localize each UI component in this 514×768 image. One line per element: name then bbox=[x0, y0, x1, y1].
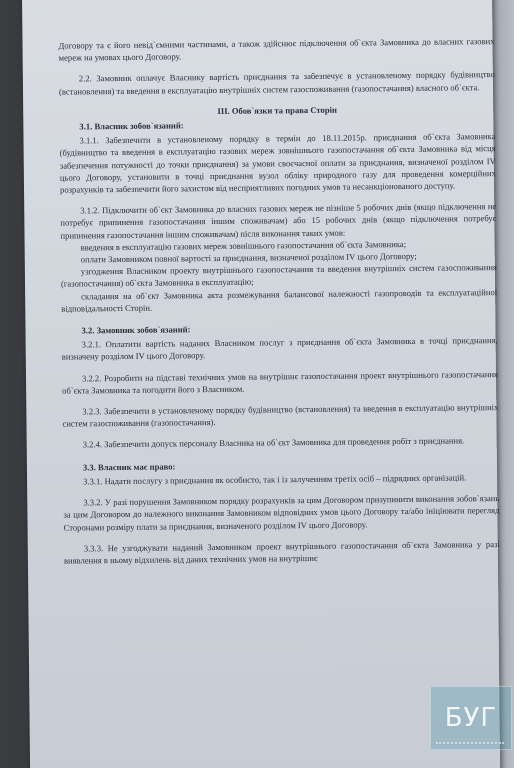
document-sheet bbox=[22, 0, 500, 768]
document-text bbox=[58, 35, 500, 576]
clause-3-1-1: 3.1.1. Забезпечити в установленому порядку в термін до 18.11.2015р. приєднання об`єкта Замовника (будівництво та введення в експлуатацію газових мереж зовнішнього газопостачання об`єкта Замовника від місця забезпечення потужності до точки приєднання) за умови своєчасної оплати за приєднання, визначеної розділом IV цього Договору, установити в точці приєднання вузол обліку природного газу для проведення комерційних розрахунків та забезпечити його захистом від несприятливих погодних умов та несанкціонованого доступу. bbox=[59, 131, 496, 195]
clause-3-1-2: 3.1.2. Підключити об`єкт Замовника до власних газових мереж не пізніше 5 робочих днів (якщо підключення не потребує припинення газопостачання іншим споживачам) або 15 робочих днів (якщо підключення потребує припинення газопостачання іншим споживачам) після виконання таких умов: bbox=[60, 201, 497, 241]
clause-3-1-2-list bbox=[61, 237, 498, 315]
list-item: узгодження Власником проекту внутрішнього газопостачання та введення внутрішніх систем газоспоживання (газопостачання) об`єкта Замовника в експлуатацію; bbox=[60, 262, 497, 290]
subsection-3-2-title: 3.2. Замовник зобов`язаний: bbox=[81, 324, 191, 336]
list-item: введення в експлуатацію газових мереж зовнішнього газопостачання об`єкта Замовника; bbox=[80, 238, 407, 253]
watermark-text: БУГ bbox=[444, 703, 498, 733]
subsection-3-1-title: 3.1. Власник зобов`язаний: bbox=[79, 120, 184, 132]
clause-3-3-1: 3.3.1. Надати послугу з приєднання як особисто, так і із залученням третіх осіб – підрядних організацій. bbox=[83, 472, 467, 487]
list-item: складання на об`єкт Замовника акта розмежування балансової належності газопроводів та експлуатаційної відповідальності Сторін. bbox=[61, 286, 498, 314]
clause-3-3-3: 3.3.3. Не узгоджувати наданий Замовником проект внутрішнього газопостачання об`єкта Замовника у разі виявлення в ньому відхилень від даних технічних умов на внутрішнє bbox=[63, 538, 500, 566]
paragraph-2-2: 2.2. Замовник оплачує Власнику вартість приєднання та забезпечує в установленому порядку будівництво (встановлення) та введення в експлуатацію внутрішніх систем газоспоживання (газопостачання) власного об`єкта. bbox=[58, 69, 495, 97]
section-3-title: ІІІ. Обов`язки та права Сторін bbox=[217, 104, 337, 116]
clause-3-3-2: 3.3.2. У разі порушення Замовником порядку розрахунків за цим Договором призупинити виконання зобов`язань за цим Договором до належного виконання Замовником відповідних умов цього Договору та/або ініціювати перегляд Сторонами розміру плати за приєднання, визначеного розділом IV цього Договору. bbox=[63, 493, 500, 533]
clause-3-2-1: 3.2.1. Оплатити вартість наданих Власником послуг з приєднання об`єкта Замовника в точці приєднання, визначену розділом IV цього Договору. bbox=[61, 335, 498, 363]
list-item: оплати Замовником повної вартості за приєднання, визначеної розділом IV цього Договору; bbox=[80, 250, 417, 265]
watermark-wave-icon bbox=[436, 742, 504, 754]
paragraph-intro: Договору та є його невід`ємними частинами, а також здійснює підключення об`єкта Замовника до власних газових мереж на умовах цього Договору. bbox=[58, 36, 495, 63]
watermark-logo bbox=[430, 686, 512, 750]
subsection-3-3-title: 3.3. Власник має право: bbox=[82, 461, 176, 473]
clause-3-2-2: 3.2.2. Розробити на підставі технічних умов на внутрішнє газопостачання проект внутрішнього газопостачання об`єкта Замовника та погодити його з Власником. bbox=[62, 368, 499, 396]
clause-3-2-3: 3.2.3. Забезпечити в установленому порядку будівництво (встановлення) та введення в експлуатацію внутрішніх систем газоспоживання (газопостачання). bbox=[62, 402, 499, 429]
clause-3-2-4: 3.2.4. Забезпечити допуск персоналу Власника на об`єкт Замовника для проведення робіт з приєднання. bbox=[82, 435, 465, 450]
